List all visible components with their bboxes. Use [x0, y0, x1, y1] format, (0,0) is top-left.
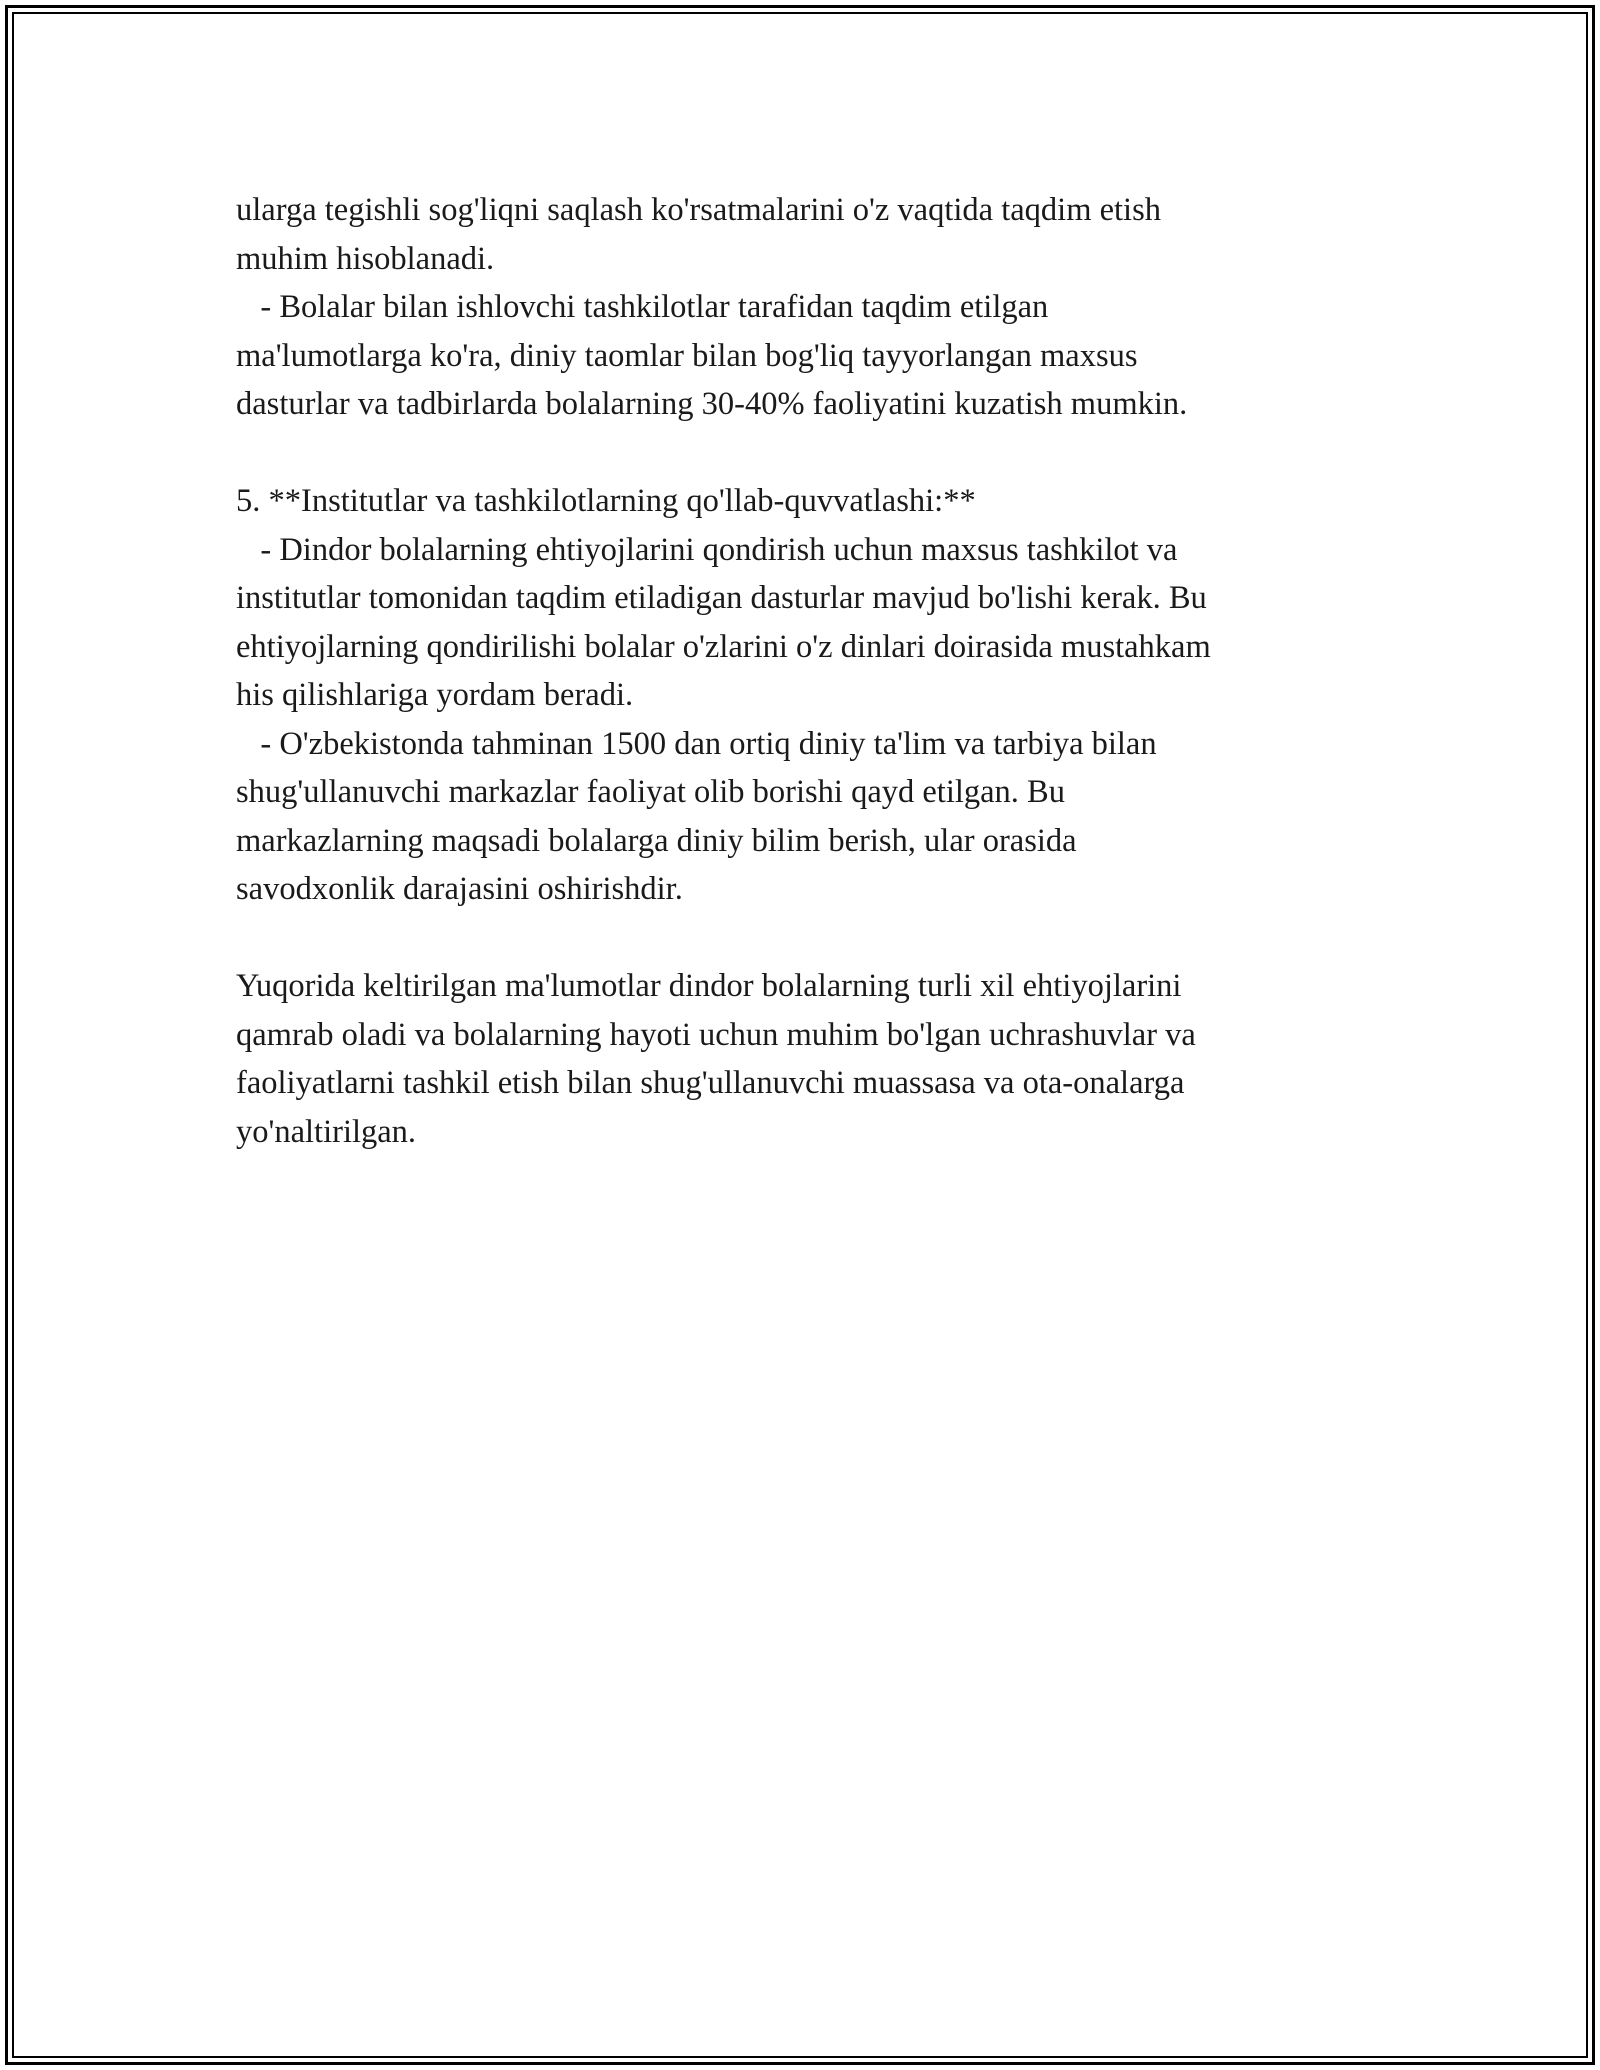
text-line: ehtiyojlarning qondirilishi bolalar o'zlarini o'z dinlari doirasida mustahkam [236, 628, 1211, 665]
text-line: his qilishlariga yordam beradi. [236, 677, 634, 713]
text-line: yo'naltirilgan. [236, 1113, 417, 1150]
text-line: - Dindor bolalarning ehtiyojlarini qondirish uchun maxsus tashkilot va [236, 531, 1178, 568]
text-line: shug'ullanuvchi markazlar faoliyat olib borishi qayd etilgan. Bu [236, 774, 1065, 810]
text-line: savodxonlik darajasini oshirishdir. [236, 871, 683, 907]
document-body [236, 186, 1356, 1156]
paragraph-conclusion [236, 962, 1356, 1156]
section-heading: 5. **Institutlar va tashkilotlarning qo'llab-quvvatlashi:** [236, 483, 976, 519]
text-line: muhim hisoblanadi. [236, 240, 495, 277]
text-line: faoliyatlarni tashkil etish bilan shug'ullanuvchi muassasa va ota-onalarga [236, 1065, 1185, 1101]
text-line: - Bolalar bilan ishlovchi tashkilotlar tarafidan taqdim etilgan [236, 289, 1049, 325]
paragraph-spacer [236, 429, 1356, 478]
text-line: dasturlar va tadbirlarda bolalarning 30-40% faoliyatini kuzatish mumkin. [236, 386, 1188, 422]
text-line: institutlar tomonidan taqdim etiladigan dasturlar mavjud bo'lishi kerak. Bu [236, 580, 1207, 616]
text-line: - O'zbekistonda tahminan 1500 dan ortiq diniy ta'lim va tarbiya bilan [236, 725, 1157, 762]
text-line: ularga tegishli sog'liqni saqlash ko'rsatmalarini o'z vaqtida taqdim etish [236, 192, 1161, 228]
section-5-institutional-support [236, 477, 1356, 914]
paragraph-spacer [236, 914, 1356, 963]
text-line: qamrab oladi va bolalarning hayoti uchun muhim bo'lgan uchrashuvlar va [236, 1016, 1196, 1053]
text-line: ma'lumotlarga ko'ra, diniy taomlar bilan bog'liq tayyorlangan maxsus [236, 337, 1138, 374]
text-line: Yuqorida keltirilgan ma'lumotlar dindor bolalarning turli xil ehtiyojlarini [236, 968, 1182, 1004]
text-line: markazlarning maqsadi bolalarga diniy bilim berish, ular orasida [236, 822, 1077, 859]
paragraph-health-guidance [236, 186, 1356, 429]
